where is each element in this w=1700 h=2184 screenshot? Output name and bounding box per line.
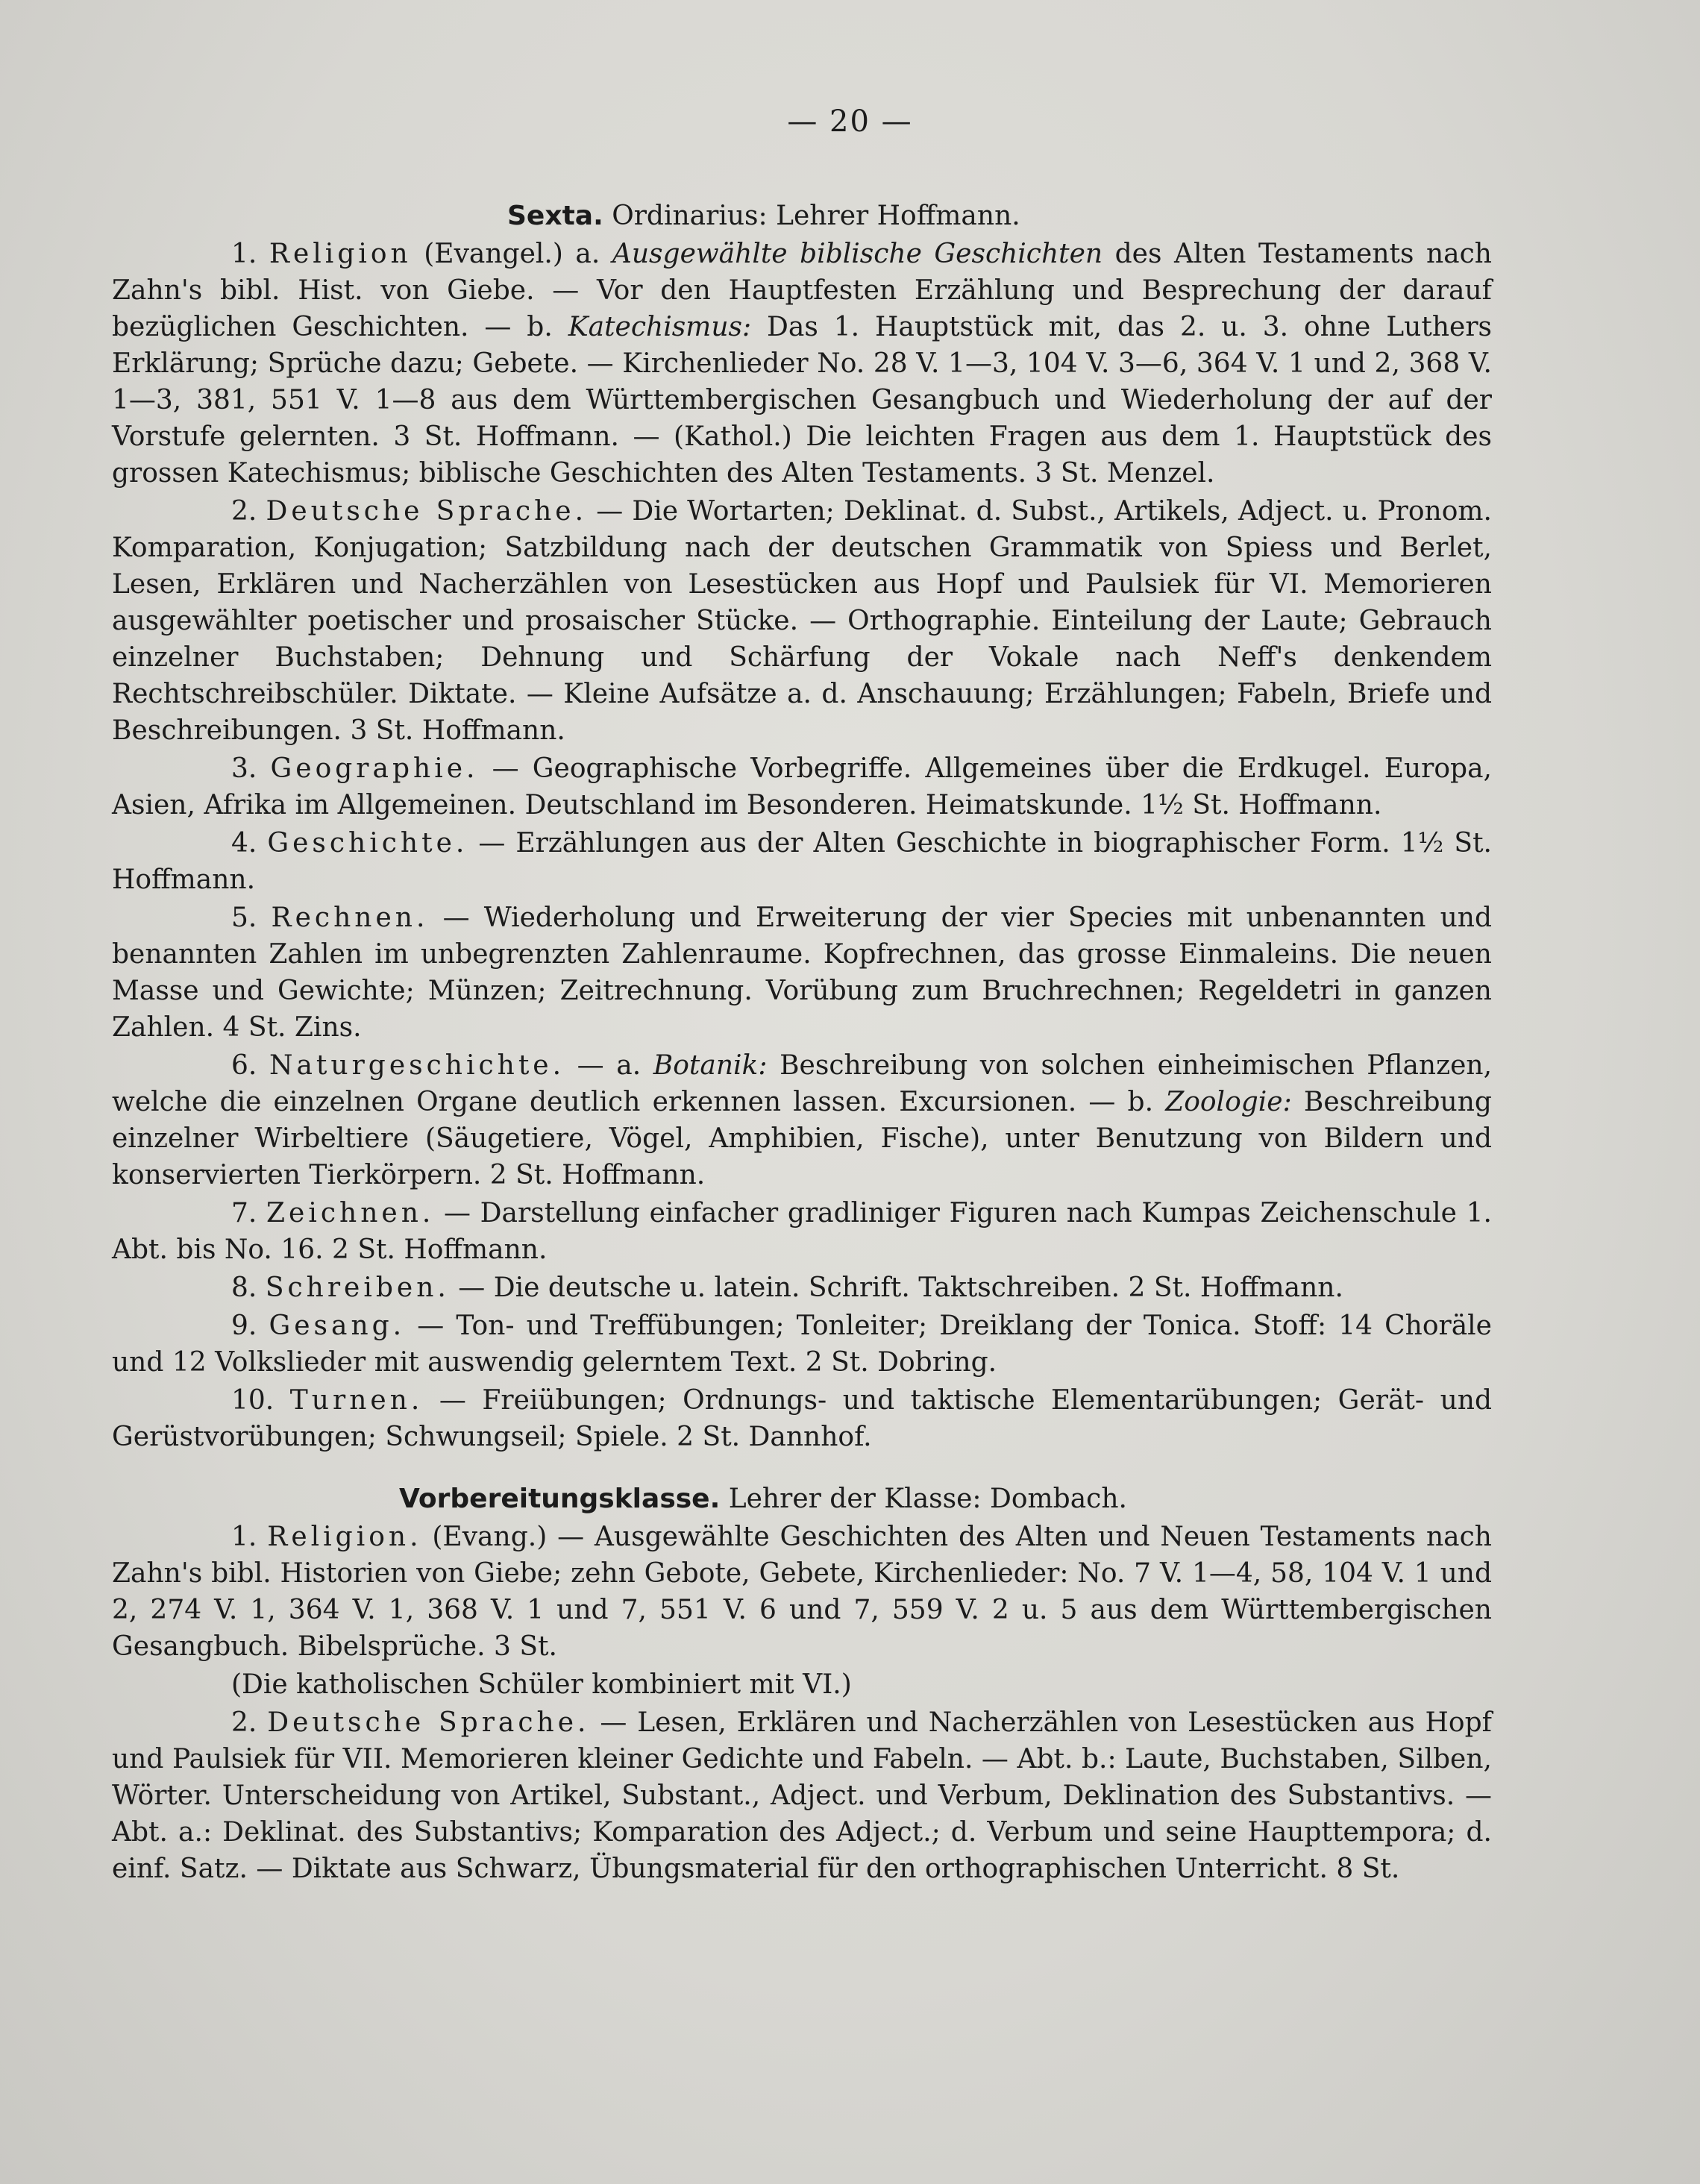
subject-name: Schreiben.: [265, 1273, 450, 1303]
paragraph-religion: [112, 236, 1492, 492]
paragraph-text: (Evang.) — Ausgewählte Geschichten des Alten und Neuen Testaments nach Zahn's bibl. Historien von Giebe; zehn Gebote, Gebete, Kirchenlieder: No. 7 V. 1—4, 58, 104 V. 1 und 2, 274 V. 1, 364 V. 1, 368 V. 1 und 7, 551 V. 6 und 7, 559 V. 2 u. 5 aus dem Württembergischen Gesangbuch. Bibelsprüche. 3 St.: [112, 1522, 1492, 1662]
italic-phrase: Ausgewählte biblische Geschichten: [612, 239, 1103, 269]
paragraph-text: — Lesen, Erklären und Nacherzählen von Lesestücken aus Hopf und Paulsiek für VII. Memorieren kleiner Gedichte und Fabeln. — Abt. b.: Laute, Buchstaben, Silben, Wörter. Unterscheidung von Artikel, Substant., Adject. und Verbum, Deklination des Substantivs. — Abt. a.: Deklinat. des Substantivs; Komparation des Adject.; d. Verbum und seine Haupttempora; d. einf. Satz. — Diktate aus Schwarz, Übungsmaterial für den orthographischen Unterricht. 8 St.: [112, 1707, 1492, 1884]
item-number: 10.: [231, 1385, 275, 1416]
paragraph-naturgeschichte: [112, 1047, 1492, 1193]
paragraph-text: — Die Wortarten; Deklinat. d. Subst., Artikels, Adject. u. Pronom. Komparation, Konjugation; Satzbildung nach der deutschen Grammatik von Spiess und Berlet, Lesen, Erklären und Nacherzählen von Lesestücken aus Hopf und Paulsiek für VI. Memorieren ausgewählter poetischer und prosaischer Stücke. — Orthographie. Einteilung der Laute; Gebrauch einzelner Buchstaben; Dehnung und Schärfung der Vokale nach Neff's denkendem Rechtschreibschüler. Diktate. — Kleine Aufsätze a. d. Anschauung; Erzählungen; Fabeln, Briefe und Beschreibungen. 3 St. Hoffmann.: [112, 496, 1492, 746]
item-number: 1.: [231, 239, 257, 269]
item-number: 1.: [231, 1522, 257, 1552]
italic-phrase: Zoologie:: [1165, 1087, 1292, 1117]
section-subtitle: Lehrer der Klasse: Dombach.: [728, 1484, 1127, 1514]
item-number: 8.: [231, 1273, 257, 1303]
item-number: 5.: [231, 903, 257, 933]
item-number: 7.: [231, 1198, 257, 1228]
item-number: 4.: [231, 828, 257, 859]
item-number: 9.: [231, 1311, 257, 1341]
paragraph-text: — Wiederholung und Erweiterung der vier Species mit unbenannten und benannten Zahlen im unbegrenzten Zahlenraume. Kopfrechnen, das grosse Einmaleins. Die neuen Masse und Gewichte; Münzen; Zeitrechnung. Vorübung zum Bruchrechnen; Regeldetri in ganzen Zahlen. 4 St. Zins.: [112, 903, 1492, 1043]
paragraph-text: (Evangel.) a.: [424, 239, 600, 269]
italic-phrase: Katechismus:: [568, 312, 752, 342]
paragraph-text: Beschreibung von solchen einheimischen Pflanzen, welche die einzelnen Organe deutlich erkennen lassen. Excursionen. — b.: [112, 1050, 1493, 1117]
section-title: Vorbereitungsklasse.: [399, 1484, 721, 1514]
paragraph-text: Beschreibung einzelner Wirbeltiere (Säugetiere, Vögel, Amphibien, Fische), unter Benutzung von Bildern und konservierten Tierkörpern. 2 St. Hoffmann.: [112, 1087, 1492, 1190]
paragraph-deutsche-sprache: [112, 493, 1492, 749]
subject-name: Turnen.: [289, 1385, 424, 1416]
subject-name: Religion: [269, 239, 412, 269]
section-heading-sexta: [112, 198, 1492, 234]
paragraph-text: — Die deutsche u. latein. Schrift. Taktschreiben. 2 St. Hoffmann.: [458, 1273, 1343, 1303]
paragraph-deutsche-sprache-vorbereitung: [112, 1704, 1492, 1887]
paragraph-geographie: [112, 750, 1492, 823]
subject-name: Geschichte.: [267, 828, 468, 859]
paragraph-text: — Erzählungen aus der Alten Geschichte in biographischer Form. 1½ St. Hoffmann.: [112, 828, 1492, 895]
paragraph-schreiben: [112, 1270, 1492, 1306]
subject-name: Geographie.: [270, 753, 479, 784]
subject-name: Zeichnen.: [266, 1198, 435, 1228]
item-number: 2.: [231, 496, 257, 527]
page-number: — 20 —: [787, 104, 913, 139]
paragraph-rechnen: [112, 900, 1492, 1046]
section-heading-vorbereitung: [112, 1481, 1492, 1517]
italic-phrase: Botanik:: [653, 1050, 768, 1081]
section-title: Sexta.: [507, 201, 603, 231]
subject-name: Gesang.: [269, 1311, 406, 1341]
paragraph-text: Das 1. Hauptstück mit, das 2. u. 3. ohne Luthers Erklärung; Sprüche dazu; Gebete. — Kirchenlieder No. 28 V. 1—3, 104 V. 3—6, 364 V. 1 und 2, 368 V. 1—3, 381, 551 V. 1—8 aus dem Württembergischen Gesangbuch und Wiederholung der auf der Vorstufe gelernten. 3 St. Hoffmann. — (Kathol.) Die leichten Fragen aus dem 1. Hauptstück des grossen Katechismus; biblische Geschichten des Alten Testaments. 3 St. Menzel.: [112, 312, 1492, 489]
paragraph-geschichte: [112, 825, 1492, 898]
paragraph-text: — Freiübungen; Ordnungs- und taktische Elementarübungen; Gerät- und Gerüstvorübungen; Schwungseil; Spiele. 2 St. Dannhof.: [112, 1385, 1492, 1452]
paragraph-text: — a.: [577, 1050, 642, 1081]
paragraph-religion-vorbereitung: [112, 1519, 1492, 1665]
subject-name: Deutsche Sprache.: [266, 496, 588, 527]
paragraph-note: [112, 1666, 1492, 1703]
section-subtitle: Ordinarius: Lehrer Hoffmann.: [612, 201, 1020, 231]
document-body: [112, 198, 1492, 1889]
paragraph-text: — Darstellung einfacher gradliniger Figuren nach Kumpas Zeichenschule 1. Abt. bis No. 16. 2 St. Hoffmann.: [112, 1198, 1492, 1265]
subject-name: Religion.: [267, 1522, 422, 1552]
paragraph-gesang: [112, 1308, 1492, 1381]
item-number: 6.: [231, 1050, 257, 1081]
subject-name: Naturgeschichte.: [269, 1050, 565, 1081]
paragraph-text: — Ton- und Treffübungen; Tonleiter; Dreiklang der Tonica. Stoff: 14 Choräle und 12 Volkslieder mit auswendig gelerntem Text. 2 St. Dobring.: [112, 1311, 1492, 1378]
subject-name: Rechnen.: [271, 903, 429, 933]
item-number: 3.: [231, 753, 257, 784]
paragraph-zeichnen: [112, 1195, 1492, 1268]
item-number: 2.: [231, 1707, 257, 1738]
paragraph-turnen: [112, 1382, 1492, 1455]
note-text: (Die katholischen Schüler kombiniert mit VI.): [231, 1669, 852, 1700]
paragraph-text: — Geographische Vorbegriffe. Allgemeines über die Erdkugel. Europa, Asien, Afrika im Allgemeinen. Deutschland im Besonderen. Heimatskunde. 1½ St. Hoffmann.: [112, 753, 1492, 820]
subject-name: Deutsche Sprache.: [267, 1707, 590, 1738]
paragraph-text: des Alten Testaments nach Zahn's bibl. Hist. von Giebe. — Vor den Hauptfesten Erzählung und Besprechung der darauf bezüglichen Geschichten. — b.: [112, 239, 1492, 342]
